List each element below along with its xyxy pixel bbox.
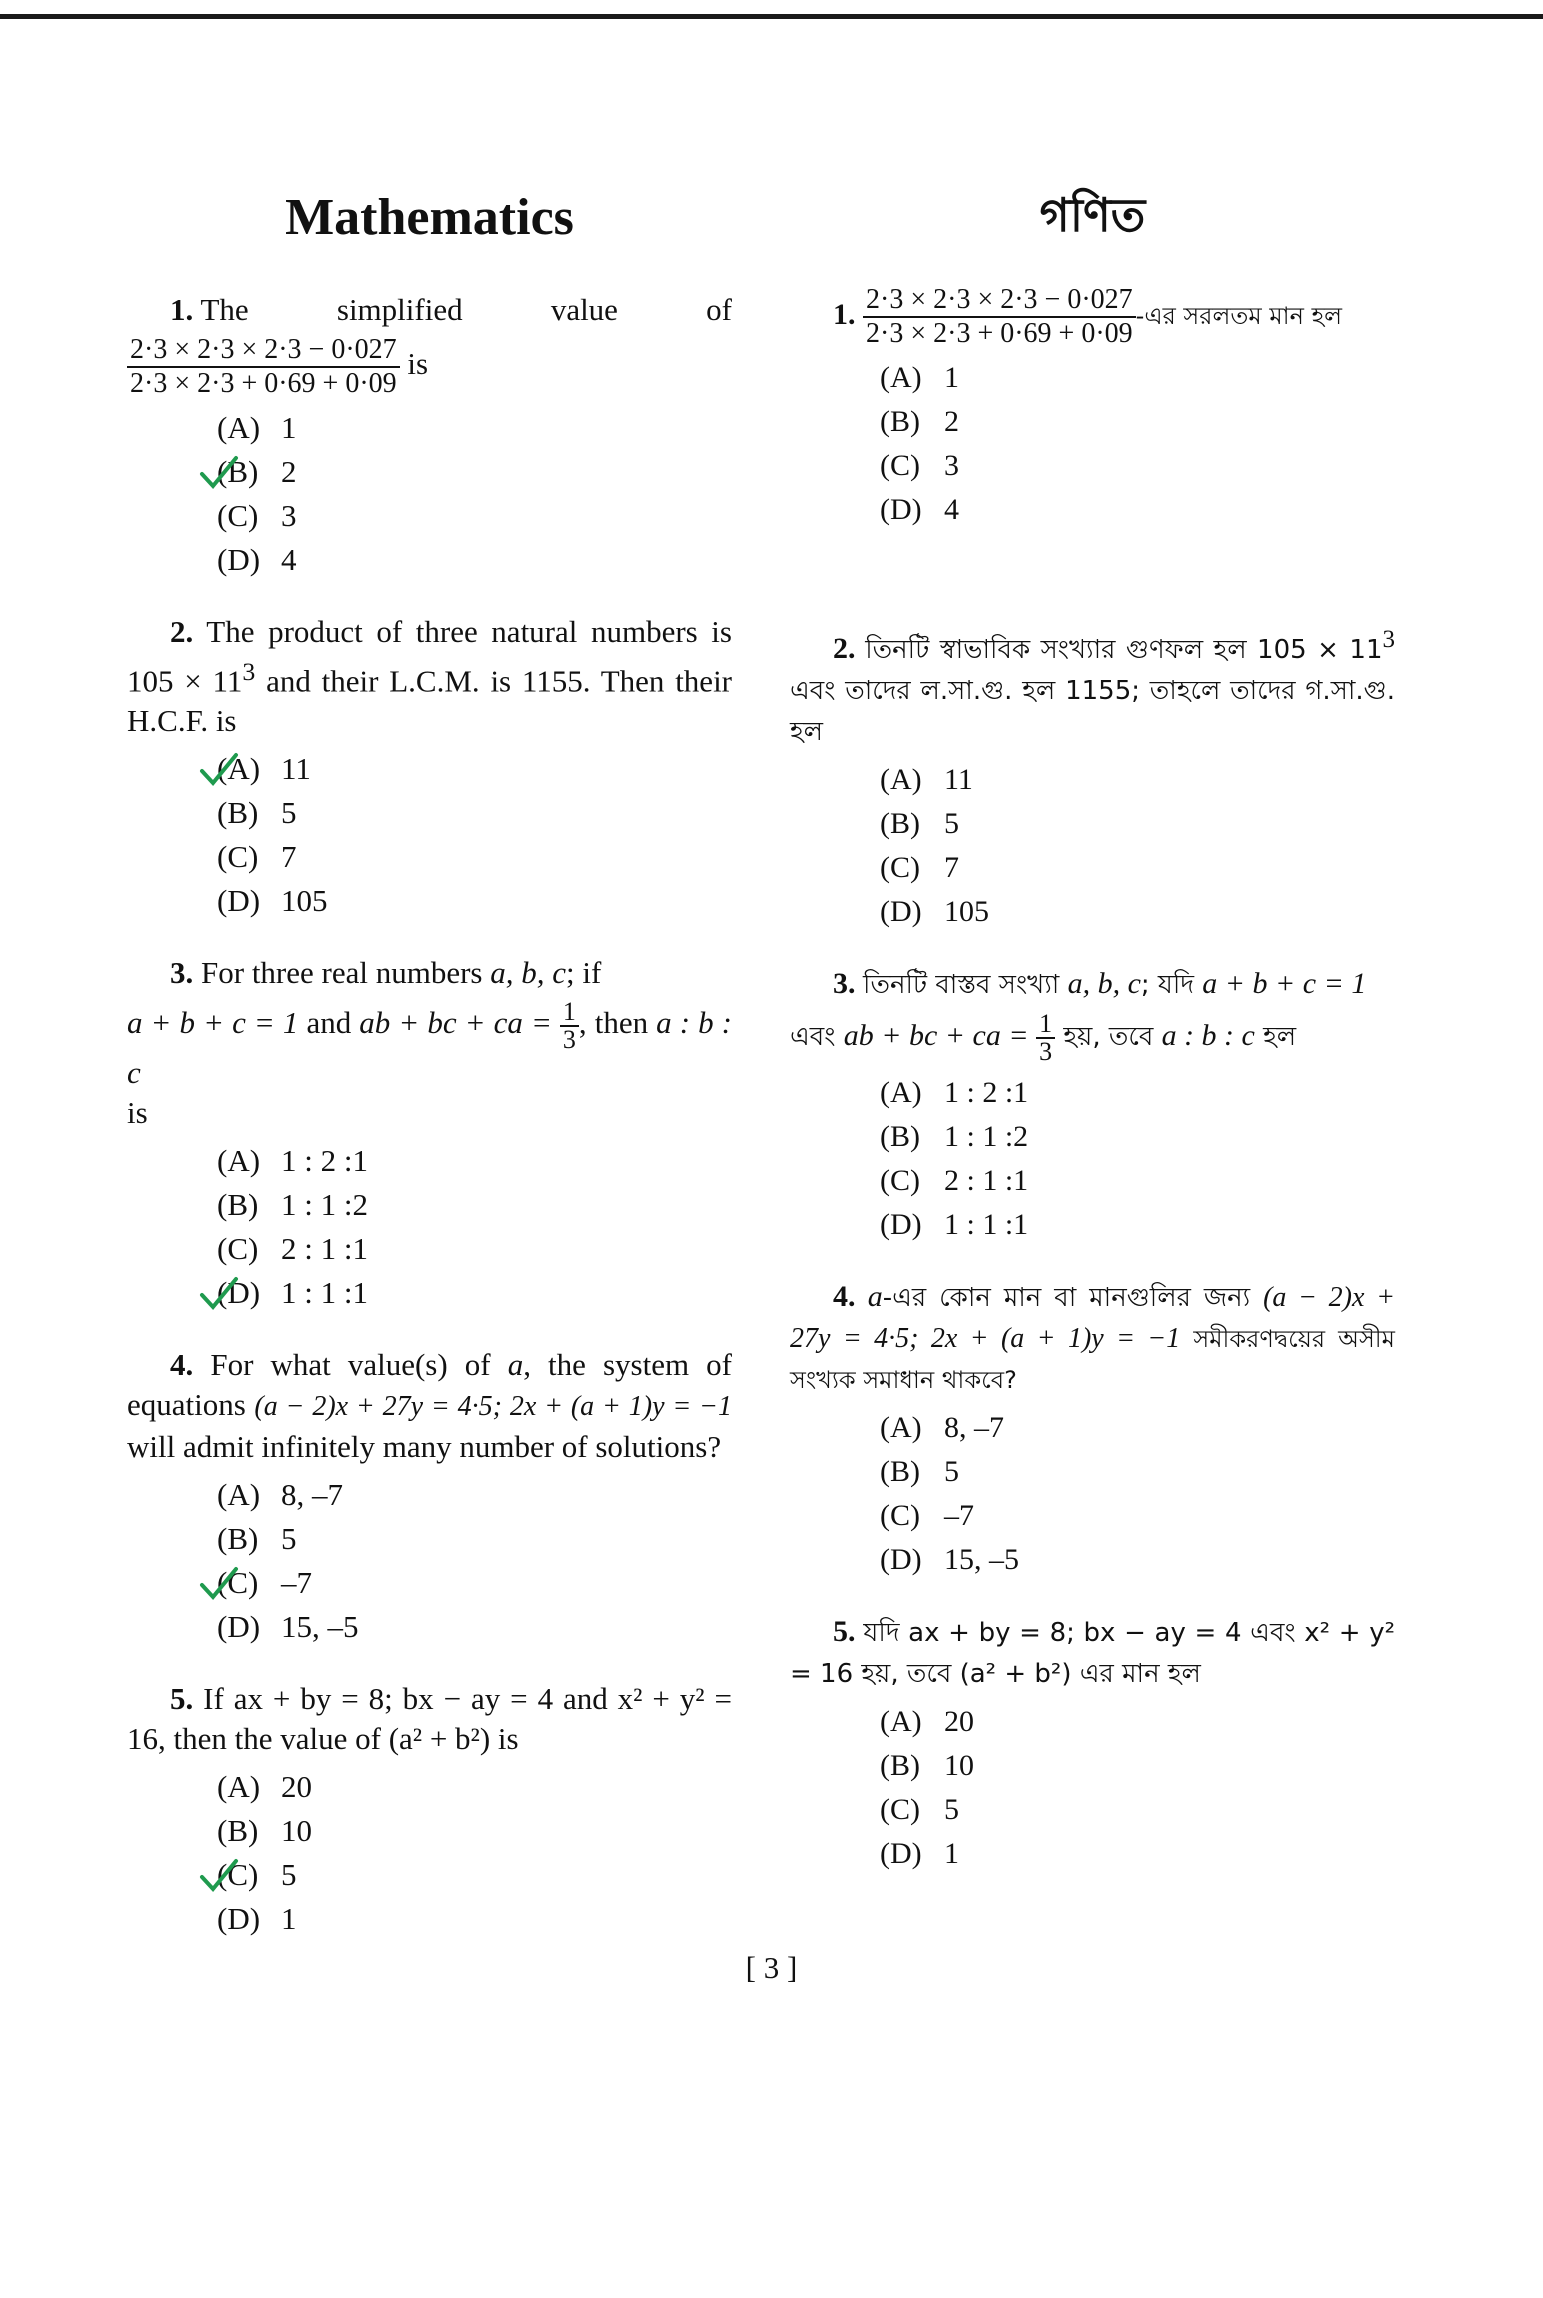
option-a[interactable]: (A) 1 bbox=[217, 410, 297, 445]
option-c[interactable]: (C) 5 bbox=[880, 1793, 959, 1826]
option-b[interactable]: (B) 10 bbox=[217, 1813, 312, 1849]
options-list bbox=[217, 1139, 732, 1315]
option-c[interactable]: (C) 7 bbox=[880, 851, 959, 884]
option-a[interactable]: (A) 11 bbox=[880, 763, 973, 796]
question-number: 1. bbox=[170, 292, 194, 327]
checkmark-icon bbox=[199, 1857, 239, 1893]
options-list bbox=[880, 356, 1395, 532]
option-a[interactable]: (A) 1 : 2 :1 bbox=[217, 1143, 368, 1179]
bengali-heading: গণিত bbox=[1039, 188, 1146, 242]
option-c[interactable]: (C) 3 bbox=[217, 498, 297, 533]
fraction-expression: $\frac{2\cdot 3 \times 2\cdot 3 \times 2\cdot 3 - 0\cdot 027}{2\cdot 3 \times 2\cdot 3 + 0\cdot 69 + 0\cdot 09}$ bbox=[127, 334, 400, 400]
question-number: 4. bbox=[833, 1280, 856, 1313]
question-number: 3. bbox=[170, 955, 194, 991]
checkmark-icon bbox=[199, 1565, 239, 1601]
options-list bbox=[880, 1071, 1395, 1247]
option-d[interactable]: (D) 1 : 1 :1 bbox=[880, 1208, 1029, 1241]
question-1-en: 1. The simplified value of $\frac{2\cdot 3 \times 2\cdot 3 \times 2\cdot 3 - 0\cdot 027}{2\cdot 3 \times 2\cdot 3 + 0\cdot 69 + 0\cdot 09}$ is (A) 1 (B) 2 (C) 3 (D) 4 bbox=[127, 290, 732, 582]
fraction: $\frac{1}{3}$ bbox=[560, 999, 579, 1053]
question-2-en: 2. The product of three natural numbers is $105 \times 11^3$ and their L.C.M. is 1155. Then their H.C.F. is (A) 11 (B) 5 (C) 7 (D) 105 bbox=[127, 612, 732, 923]
option-b[interactable]: (B) 2 bbox=[880, 405, 959, 438]
option-c[interactable]: (C) –7 bbox=[217, 1561, 732, 1605]
english-column bbox=[127, 180, 732, 1971]
question-5-en: 5. If ax + by = 8; bx − ay = 4 and x² + y² = 16, then the value of (a² + b²) is (A) 20 (B) 10 (C) 5 (D) 1 bbox=[127, 1679, 732, 1941]
option-d[interactable]: (D) 15, –5 bbox=[880, 1543, 1019, 1576]
option-b[interactable]: (B) 2 bbox=[217, 450, 732, 494]
question-number: 5. bbox=[833, 1615, 856, 1648]
options-list bbox=[217, 1765, 732, 1941]
option-c[interactable]: (C) 2 : 1 :1 bbox=[217, 1231, 368, 1267]
option-d[interactable]: (D) 1 bbox=[880, 1837, 959, 1870]
option-c[interactable]: (C) 5 bbox=[217, 1853, 732, 1897]
option-b[interactable]: (B) 5 bbox=[217, 1521, 297, 1557]
option-a[interactable]: (A) 1 : 2 :1 bbox=[880, 1076, 1029, 1109]
option-d[interactable]: (D) 1 bbox=[217, 1901, 297, 1937]
question-number: 2. bbox=[833, 632, 856, 665]
options-list bbox=[217, 747, 732, 923]
question-number: 3. bbox=[833, 967, 856, 1000]
option-d[interactable]: (D) 15, –5 bbox=[217, 1609, 359, 1645]
option-b[interactable]: (B) 1 : 1 :2 bbox=[880, 1120, 1029, 1153]
option-a[interactable]: (A) 20 bbox=[217, 1769, 312, 1805]
options-list bbox=[880, 1406, 1395, 1582]
question-number: 4. bbox=[170, 1347, 194, 1383]
fraction: $\frac{1}{3}$ bbox=[1036, 1011, 1055, 1065]
options-list bbox=[217, 406, 732, 582]
question-3-bn: 3. তিনটি বাস্তব সংখ্যা a, b, c; যদি a + b + c = 1 এবং ab + bc + ca = $\frac{1}{3}$ হয়, তবে a : b : c হল (A) 1 : 2 :1 (B) 1 : 1 :2 (C) 2 : 1 :1 (D) 1 : 1 :1 bbox=[790, 964, 1395, 1247]
question-4-en: 4. For what value(s) of a, the system of equations (a − 2)x + 27y = 4·5; 2x + (a + 1)y = −1 will admit infinitely many number of solutions? (A) 8, –7 (B) 5 (C) –7 (D) 15, –5 bbox=[127, 1345, 732, 1649]
question-4-bn: 4. a-এর কোন মান বা মানগুলির জন্য (a − 2)x + 27y = 4·5; 2x + (a + 1)y = −1 সমীকরণদ্বয়ের অসীম সংখ্যক সমাধান থাকবে? (A) 8, –7 (B) 5 (C) –7 (D) 15, –5 bbox=[790, 1277, 1395, 1582]
option-b[interactable]: (B) 5 bbox=[217, 795, 297, 831]
option-d[interactable]: (D) 105 bbox=[217, 883, 328, 919]
question-1-bn: 1. $\frac{2\cdot 3 \times 2\cdot 3 \times 2\cdot 3 - 0\cdot 027}{2\cdot 3 \times 2\cdot 3 + 0\cdot 69 + 0\cdot 09}$ -এর সরলতম মান হল (A) 1 (B) 2 (C) 3 (D) 4 bbox=[790, 284, 1395, 532]
question-number: 5. bbox=[170, 1681, 194, 1717]
option-a[interactable]: (A) 20 bbox=[880, 1705, 974, 1738]
option-c[interactable]: (C) 7 bbox=[217, 839, 297, 875]
option-c[interactable]: (C) 2 : 1 :1 bbox=[880, 1164, 1029, 1197]
option-d[interactable]: (D) 1 : 1 :1 bbox=[217, 1271, 732, 1315]
question-number: 1. bbox=[833, 297, 856, 331]
question-5-bn: 5. যদি ax + by = 8; bx − ay = 4 এবং x² + y² = 16 হয়, তবে (a² + b²) এর মান হল (A) 20 (B) 10 (C) 5 (D) 1 bbox=[790, 1612, 1395, 1876]
option-d[interactable]: (D) 105 bbox=[880, 895, 989, 928]
option-c[interactable]: (C) –7 bbox=[880, 1499, 974, 1532]
option-a[interactable]: (A) 11 bbox=[217, 747, 732, 791]
option-d[interactable]: (D) 4 bbox=[880, 493, 959, 526]
options-list bbox=[217, 1473, 732, 1649]
page-number: [ 3 ] bbox=[745, 1950, 798, 1985]
question-number: 2. bbox=[170, 614, 194, 649]
option-b[interactable]: (B) 1 : 1 :2 bbox=[217, 1187, 368, 1223]
option-b[interactable]: (B) 5 bbox=[880, 1455, 959, 1488]
options-list bbox=[880, 758, 1395, 934]
option-d[interactable]: (D) 4 bbox=[217, 542, 297, 577]
checkmark-icon bbox=[199, 1275, 239, 1311]
fraction-expression: $\frac{2\cdot 3 \times 2\cdot 3 \times 2\cdot 3 - 0\cdot 027}{2\cdot 3 \times 2\cdot 3 + 0\cdot 69 + 0\cdot 09}$ bbox=[863, 284, 1136, 350]
option-a[interactable]: (A) 8, –7 bbox=[880, 1411, 1004, 1444]
option-b[interactable]: (B) 10 bbox=[880, 1749, 974, 1782]
option-a[interactable]: (A) 8, –7 bbox=[217, 1477, 343, 1513]
english-heading: Mathematics bbox=[285, 189, 574, 246]
question-2-bn: 2. তিনটি স্বাভাবিক সংখ্যার গুণফল হল $105 \times 11^3$ এবং তাদের ল.সা.গু. হল 1155; তাহলে তাদের গ.সা.গু. হল (A) 11 (B) 5 (C) 7 (D) 105 bbox=[790, 620, 1395, 934]
options-list bbox=[880, 1700, 1395, 1876]
checkmark-icon bbox=[199, 751, 239, 787]
top-rule bbox=[0, 14, 1543, 19]
option-a[interactable]: (A) 1 bbox=[880, 361, 959, 394]
bengali-column bbox=[790, 180, 1395, 1906]
checkmark-icon bbox=[199, 454, 239, 490]
option-b[interactable]: (B) 5 bbox=[880, 807, 959, 840]
option-c[interactable]: (C) 3 bbox=[880, 449, 959, 482]
question-3-en: 3. For three real numbers a, b, c; if a + b + c = 1 and ab + bc + ca = $\frac{1}{3}$ , then a : b : c is (A) 1 : 2 :1 (B) 1 : 1 :2 (C) 2 : 1 :1 (D) 1 : 1 :1 bbox=[127, 953, 732, 1315]
